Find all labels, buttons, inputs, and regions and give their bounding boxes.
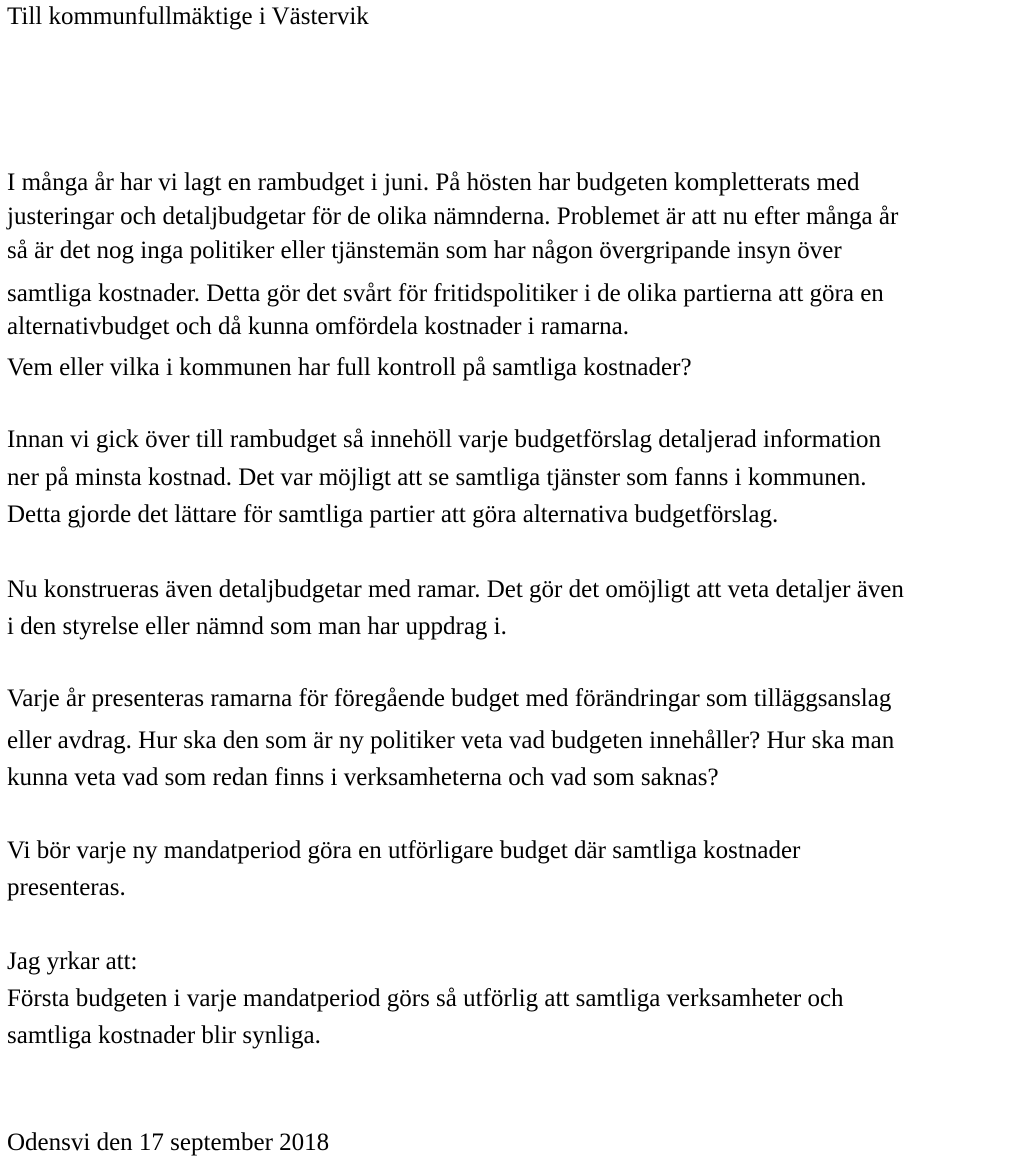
text-line: Varje år presenteras ramarna för föregående budget med förändringar som tilläggsanslag (7, 685, 892, 712)
text-line: I många år har vi lagt en rambudget i juni. På hösten har budgeten kompletterats med (7, 169, 860, 196)
text-line: eller avdrag. Hur ska den som är ny politiker veta vad budgeten innehåller? Hur ska man (7, 727, 895, 754)
text-line: Nu konstrueras även detaljbudgetar med ramar. Det gör det omöjligt att veta detaljer även (7, 576, 904, 603)
text-line: presenteras. (7, 874, 126, 901)
text-line: Innan vi gick över till rambudget så innehöll varje budgetförslag detaljerad information (7, 426, 882, 453)
text-line: samtliga kostnader. Detta gör det svårt för fritidspolitiker i de olika partierna att göra en (7, 280, 884, 307)
text-line: Första budgeten i varje mandatperiod görs så utförlig att samtliga verksamheter och (7, 985, 844, 1012)
text-line: Vi bör varje ny mandatperiod göra en utförligare budget där samtliga kostnader (7, 837, 801, 864)
text-line: samtliga kostnader blir synliga. (7, 1022, 321, 1049)
addressee-line: Till kommunfullmäktige i Västervik (7, 3, 369, 30)
text-line: kunna veta vad som redan finns i verksamheterna och vad som saknas? (7, 764, 719, 791)
text-line: så är det nog inga politiker eller tjänstemän som har någon övergripande insyn över (7, 237, 842, 264)
text-line: Detta gjorde det lättare för samtliga partier att göra alternativa budgetförslag. (7, 501, 779, 528)
text-line: Vem eller vilka i kommunen har full kontroll på samtliga kostnader? (7, 354, 692, 381)
text-line: Jag yrkar att: (7, 948, 138, 975)
text-line: justeringar och detaljbudgetar för de olika nämnderna. Problemet är att nu efter många år (7, 203, 899, 230)
text-line: ner på minsta kostnad. Det var möjligt att se samtliga tjänster som fanns i kommunen. (7, 464, 867, 491)
text-line: i den styrelse eller nämnd som man har uppdrag i. (7, 613, 507, 640)
text-line: alternativbudget och då kunna omfördela kostnader i ramarna. (7, 313, 629, 340)
signature-line: Odensvi den 17 september 2018 (7, 1129, 330, 1156)
